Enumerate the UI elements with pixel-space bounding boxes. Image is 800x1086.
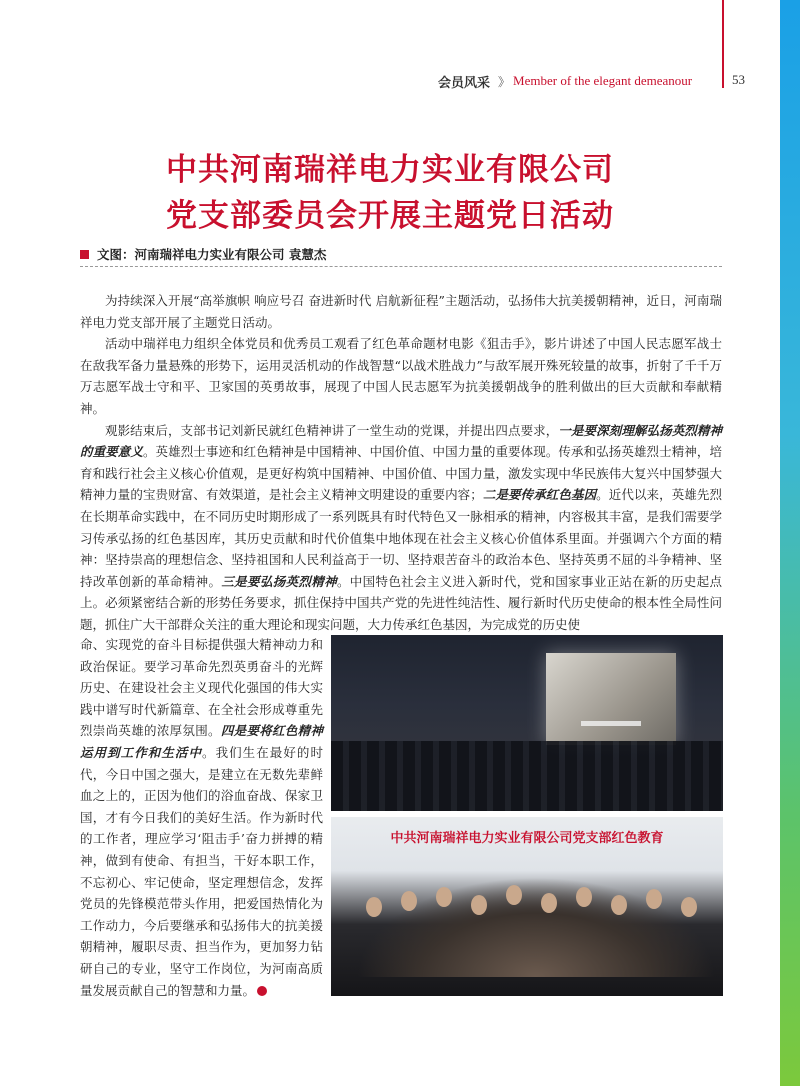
person — [506, 885, 522, 905]
person — [611, 895, 627, 915]
group-photo — [331, 817, 723, 996]
section-title-en: Member of the elegant demeanour — [513, 73, 693, 88]
side-color-bar — [780, 0, 800, 1086]
p3-emphasis-2: 二是要传承红色基因 — [482, 487, 597, 503]
col-emphasis-4: 四是要将红色精神运用到工作和生活中 — [80, 723, 323, 760]
paragraph-1: 为持续深入开展“高举旗帜 响应号召 奋进新时代 启航新征程”主题活动，弘扬伟大抗美援朝精神，近日，河南瑞祥电力党支部开展了主题党日活动。 — [80, 293, 722, 330]
paragraph-2: 活动中瑞祥电力组织全体党员和优秀员工观看了红色革命题材电影《狙击手》，影片讲述了中国人民志愿军战士在敌我军备力量悬殊的形势下，运用灵活机动的作战智慧“以战术胜战力”与敌军展开殊死较量的故事，折射了千千万万志愿军战士守和平、卫家国的英勇故事，展现了中国人民志愿军为抗美援朝战争的胜利做出的巨大贡献和奉献精神。 — [80, 336, 722, 416]
cinema-screen — [546, 653, 676, 745]
cinema-photo — [331, 635, 723, 811]
article-title-line2: 党支部委员会开展主题党日活动 — [166, 198, 614, 234]
square-bullet-icon — [80, 250, 89, 259]
person — [366, 897, 382, 917]
header-divider — [722, 0, 724, 88]
p3-text-a: 观影结束后，支部书记刘新民就红色精神讲了一堂生动的党课，并提出四点要求， — [105, 422, 559, 438]
p3-emphasis-3: 三是要弘扬英烈精神 — [221, 573, 337, 589]
crowd — [356, 877, 716, 977]
p3-text-c: 。近代以来，英雄先烈在长期革命实践中，在不同历史时期形成了一系列既具有时代特色又一脉相承的精神，内容极其丰富，是我们需要学习传承弘扬的红色基因库，其历史贡献和时代价值集中地体现在社会主义核心价值体系里面。并强调六个方面的精神：坚持崇高的理想信念、坚持祖国和人民利益高于一切、坚持艰苦奋斗的政治本色、坚持英勇不屈的斗争精神、坚持改革创新的革命精神。 — [80, 487, 722, 589]
person — [471, 895, 487, 915]
dashed-divider — [80, 266, 722, 267]
section-title-zh: 会员风采 — [438, 75, 491, 91]
byline — [80, 245, 326, 263]
person — [646, 889, 662, 909]
article-column — [80, 634, 323, 1001]
screen-subtitle — [581, 721, 641, 726]
p3-emphasis-1: 一是要深刻理解弘扬英烈精神的重要意义 — [80, 422, 722, 460]
p3-text-b: 。英雄烈士事迹和红色精神是中国精神、中国价值、中国力量的重要体现。传承和弘扬英雄烈士精神，培育和践行社会主义核心价值观，是更好构筑中国精神、中国价值、中国力量，激发实现中华民族伟大复兴中国梦强大精神力量的宝贵财富、有效渠道，是社会主义精神文明建设的重要内容； — [80, 444, 722, 503]
person — [681, 897, 697, 917]
group-photo-banner: 中共河南瑞祥电力实业有限公司党支部红色教育 — [390, 831, 664, 846]
article-title-line1: 中共河南瑞祥电力实业有限公司 — [166, 152, 614, 188]
section-header — [438, 70, 692, 92]
paragraph-3 — [80, 420, 722, 636]
person — [541, 893, 557, 913]
p3-text-d: 。中国特色社会主义进入新时代，党和国家事业正站在新的历史起点上。必须紧密结合新的形势任务要求，抓住保持中国共产党的先进性纯洁性、履行新时代历史使命的根本性全局性问题，抓住广大干部群众关注的重大理论和现实问题，大力传承红色基因，为完成党的历史使 — [80, 573, 722, 632]
person — [436, 887, 452, 907]
byline-text: 文图：河南瑞祥电力实业有限公司 袁慧杰 — [97, 247, 327, 262]
col-text-a: 命、实现党的奋斗目标提供强大精神动力和政治保证。要学习革命先烈英勇奋斗的光辉历史、在建设社会主义现代化强国的伟大实践中谱写时代新篇章、在全社会形成尊重先烈崇尚英雄的浓厚氛围。 — [80, 637, 323, 739]
chevron-icon: 》 — [498, 74, 508, 89]
col-text-b: 。我们生在最好的时代，今日中国之强大，是建立在无数先辈鲜血之上的，正因为他们的浴血奋战、保家卫国，才有今日我们的美好生活。作为新时代的工作者，理应学习‘阻击手’奋力拼搏的精神，做到有使命、有担当，干好本职工作，不忘初心、牢记使命，坚定理想信念，发挥党员的先锋模范带头作用，把爱国热情化为工作动力，今后要继承和弘扬伟大的抗美援朝精神，履职尽责、担当作为，更加努力钻研自己的专业，坚守工作岗位，为河南高质量发展贡献自己的智慧和力量。 — [80, 744, 323, 998]
end-mark-icon — [257, 986, 267, 996]
article-body — [80, 290, 722, 636]
page-number: 53 — [732, 72, 745, 87]
person — [576, 887, 592, 907]
person — [401, 891, 417, 911]
cinema-seats — [331, 741, 723, 811]
